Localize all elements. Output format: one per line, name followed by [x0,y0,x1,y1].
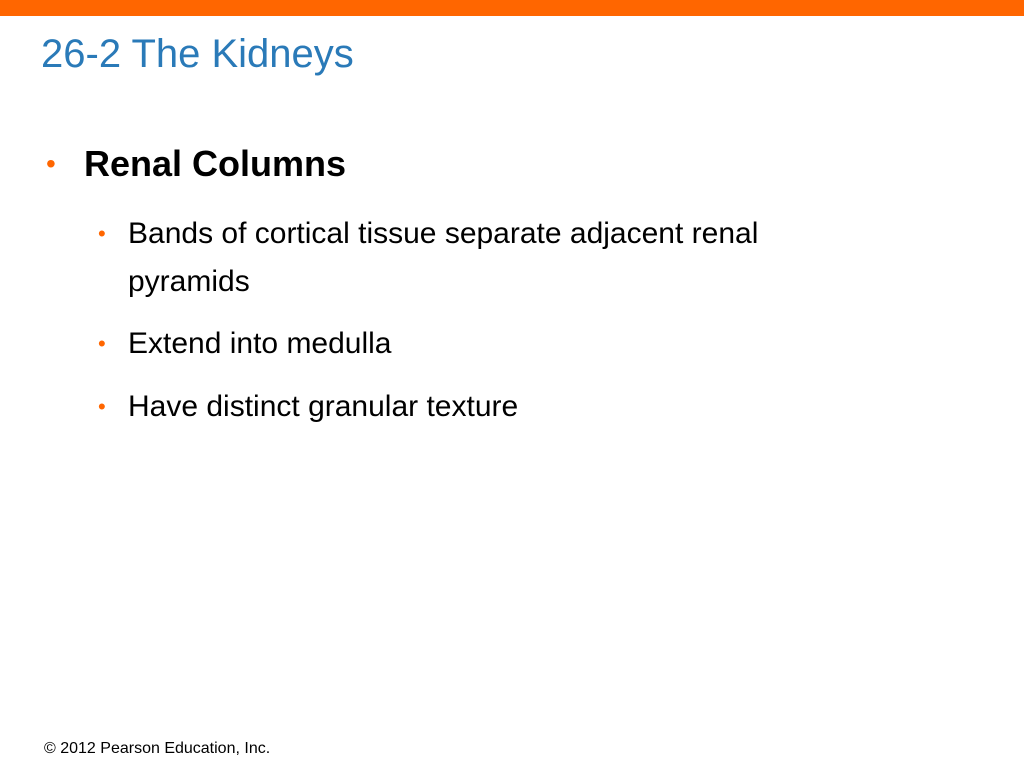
bullet-item [46,142,346,186]
bullet-heading: Renal Columns [84,143,347,184]
top-accent-bar [0,0,1024,16]
bullet-dot-icon: • [98,331,106,356]
bullet-dot-icon: • [98,394,106,419]
sub-bullet-item [98,210,888,306]
sub-bullet-text: Extend into medulla [128,327,392,360]
sub-bullet-item [98,320,888,368]
copyright-footer: © 2012 Pearson Education, Inc. [44,740,271,757]
bullet-dot-icon: • [98,221,106,246]
sub-bullet-text: Bands of cortical tissue separate adjacent renal pyramids [128,217,759,298]
sub-bullet-item [98,383,888,431]
sub-bullet-text: Have distinct granular texture [128,390,519,423]
slide-title: 26-2 The Kidneys [41,32,354,76]
bullet-dot-icon: • [46,148,56,179]
